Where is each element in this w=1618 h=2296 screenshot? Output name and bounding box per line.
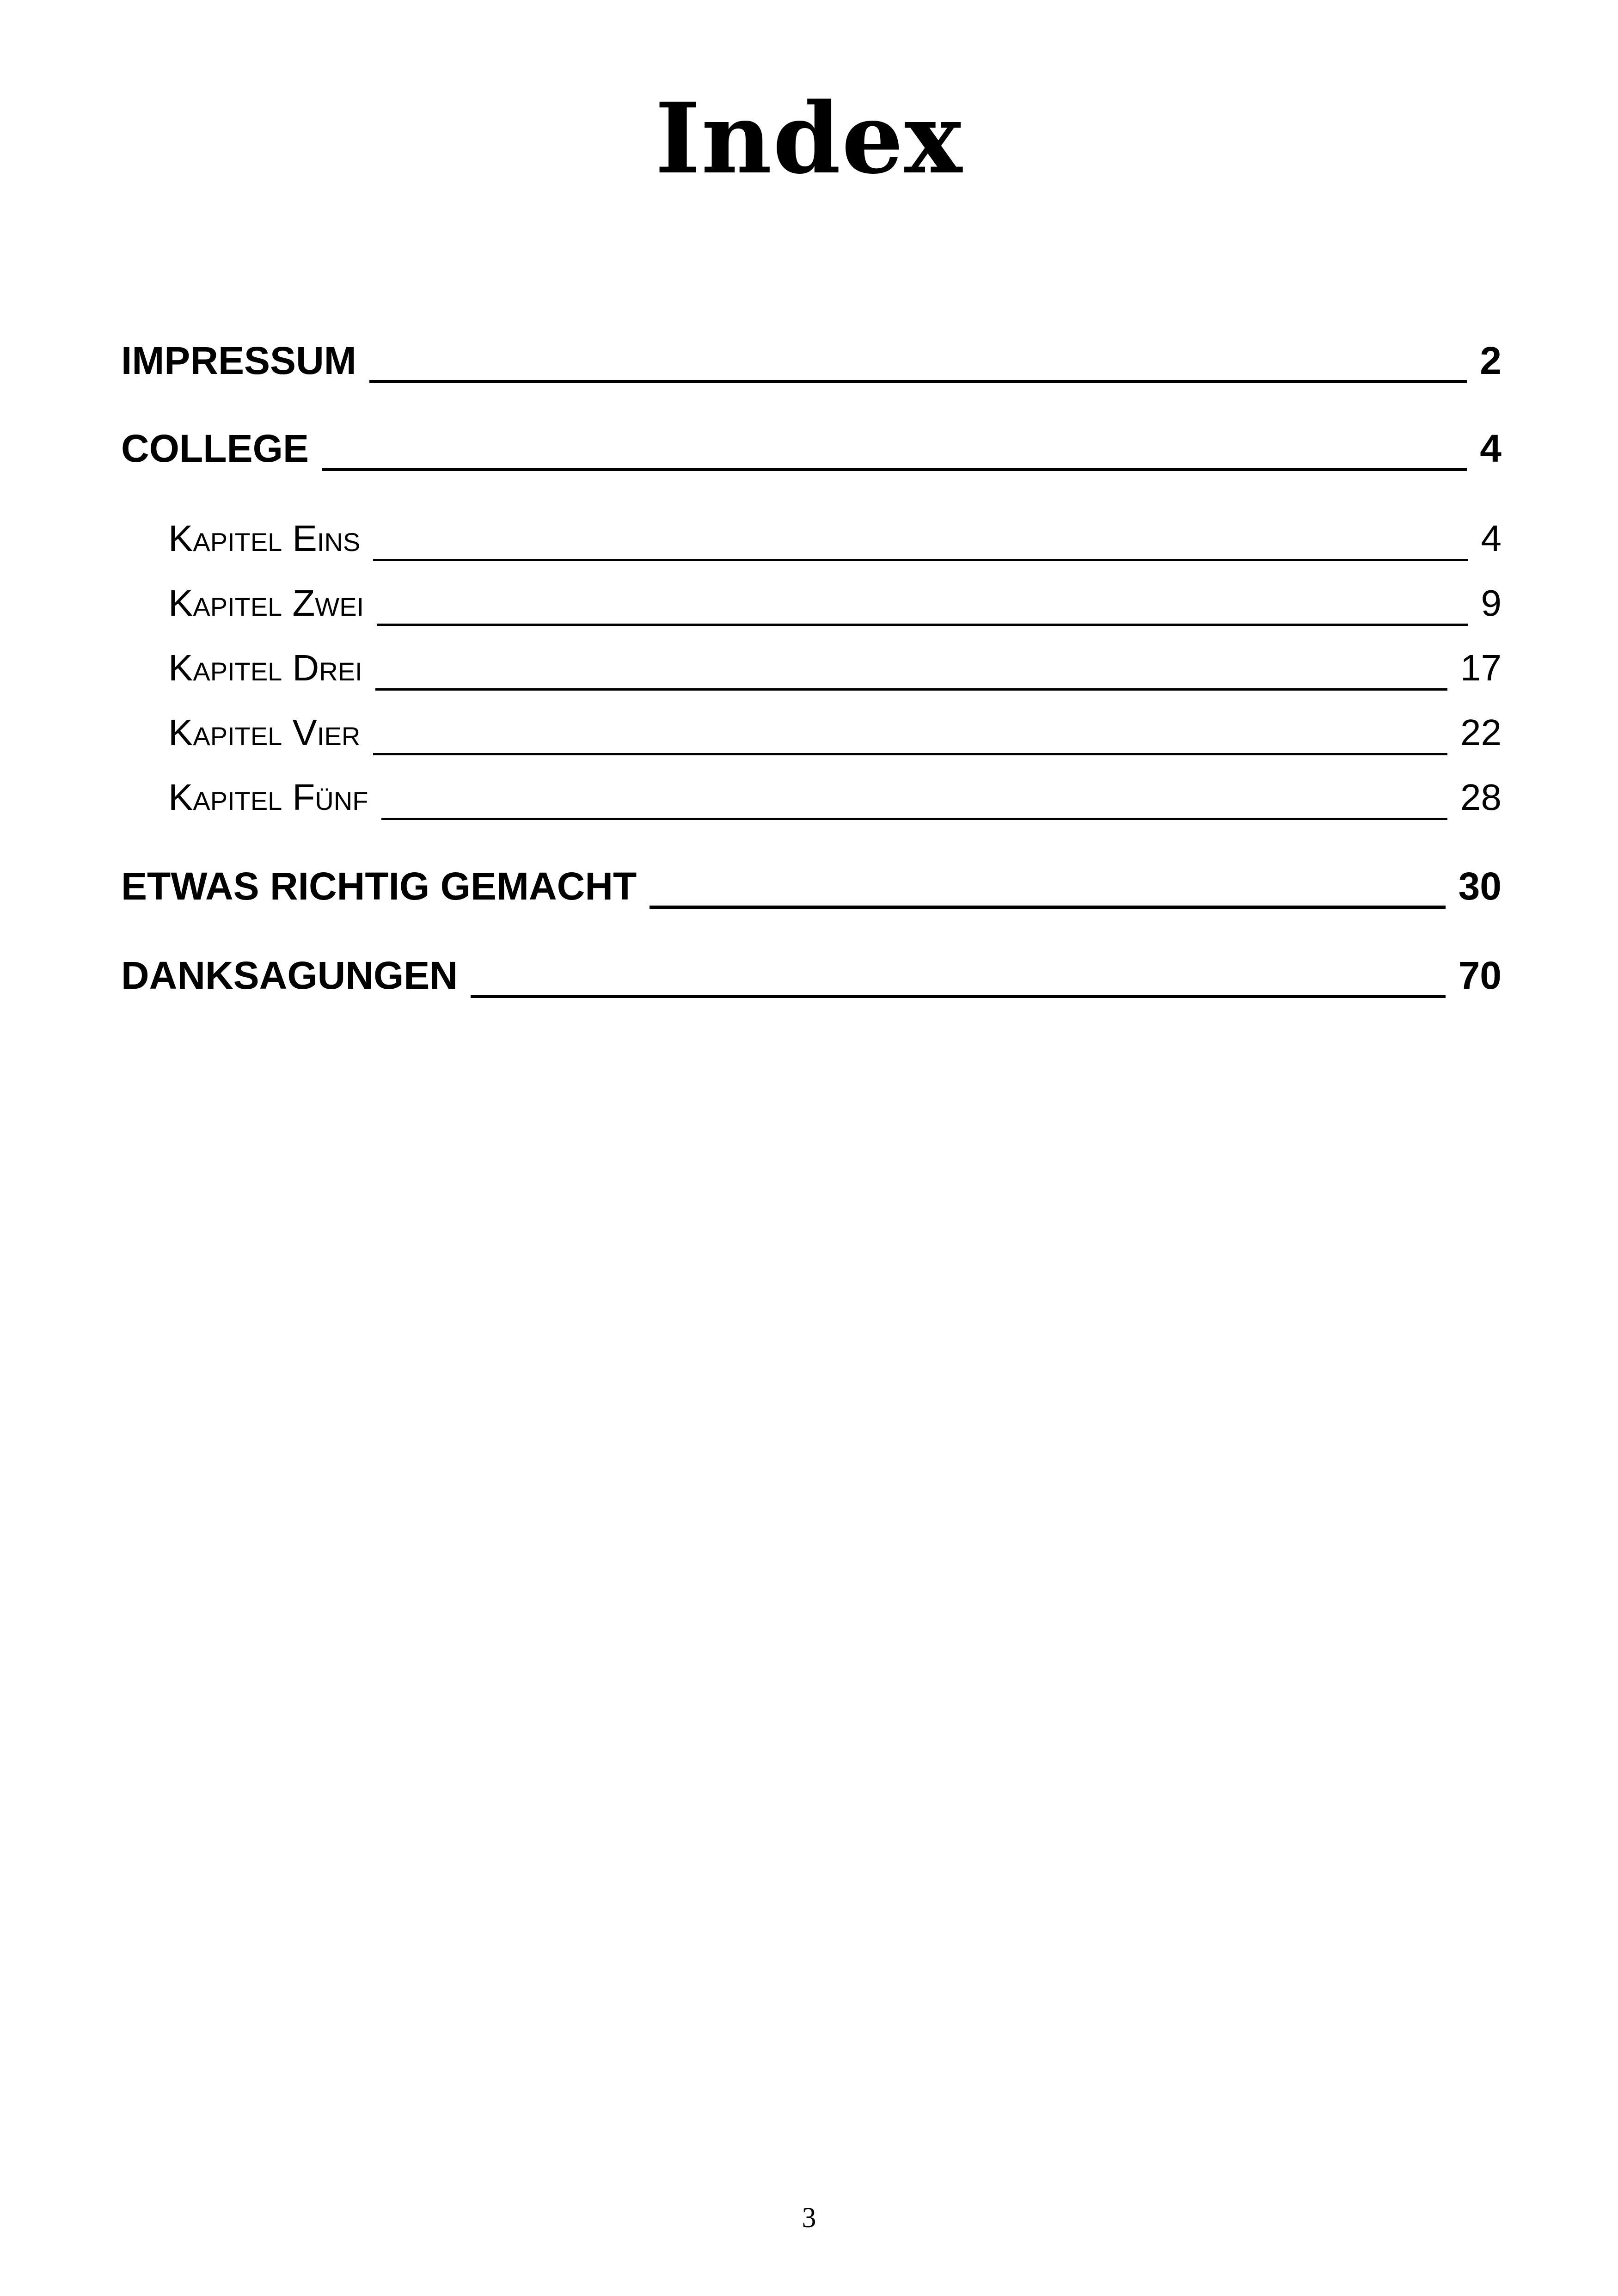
toc-entry-page: 28 [1460,777,1502,818]
toc-leader-line [373,559,1468,561]
toc-entry-page: 4 [1480,427,1502,470]
toc-entry-college[interactable] [121,423,1502,474]
toc-entry-page: 2 [1480,339,1502,382]
toc-entry-label: Kapitel Drei [168,647,362,688]
toc-entry-label: Kapitel Vier [168,712,361,753]
toc-entry-page: 4 [1481,518,1502,559]
toc-leader-line [650,906,1445,909]
page-title: Index [655,81,963,196]
toc-entry-page: 70 [1458,954,1502,997]
toc-leader-line [471,995,1446,998]
toc-entry-kapitel-drei[interactable] [168,643,1502,693]
table-of-contents [121,0,1502,1063]
toc-entry-page: 17 [1460,647,1502,688]
toc-entry-label: IMPRESSUM [121,339,356,382]
toc-leader-line [377,624,1468,626]
toc-entry-danksagungen[interactable] [121,950,1502,1001]
toc-entry-kapitel-eins[interactable] [168,513,1502,564]
toc-entry-impressum[interactable] [121,335,1502,386]
toc-leader-line [373,753,1447,755]
toc-entry-label: DANKSAGUNGEN [121,954,458,997]
toc-leader-line [381,818,1448,820]
toc-entry-label: Kapitel Fünf [168,777,368,818]
toc-leader-line [375,688,1447,691]
toc-entry-kapitel-fuenf[interactable] [168,772,1502,823]
toc-entry-label: COLLEGE [121,427,309,470]
toc-leader-line [322,468,1467,471]
toc-entry-etwas-richtig-gemacht[interactable] [121,861,1502,912]
toc-entry-label: Kapitel Eins [168,518,361,559]
toc-leader-line [369,380,1467,383]
toc-entry-kapitel-vier[interactable] [168,707,1502,758]
toc-entry-page: 9 [1481,582,1502,624]
toc-entry-label: ETWAS RICHTIG GEMACHT [121,864,637,908]
toc-entry-kapitel-zwei[interactable] [168,578,1502,629]
toc-entry-label: Kapitel Zwei [168,582,364,624]
page-number: 3 [802,2202,816,2234]
toc-entry-page: 22 [1460,712,1502,753]
toc-entry-page: 30 [1458,864,1502,908]
